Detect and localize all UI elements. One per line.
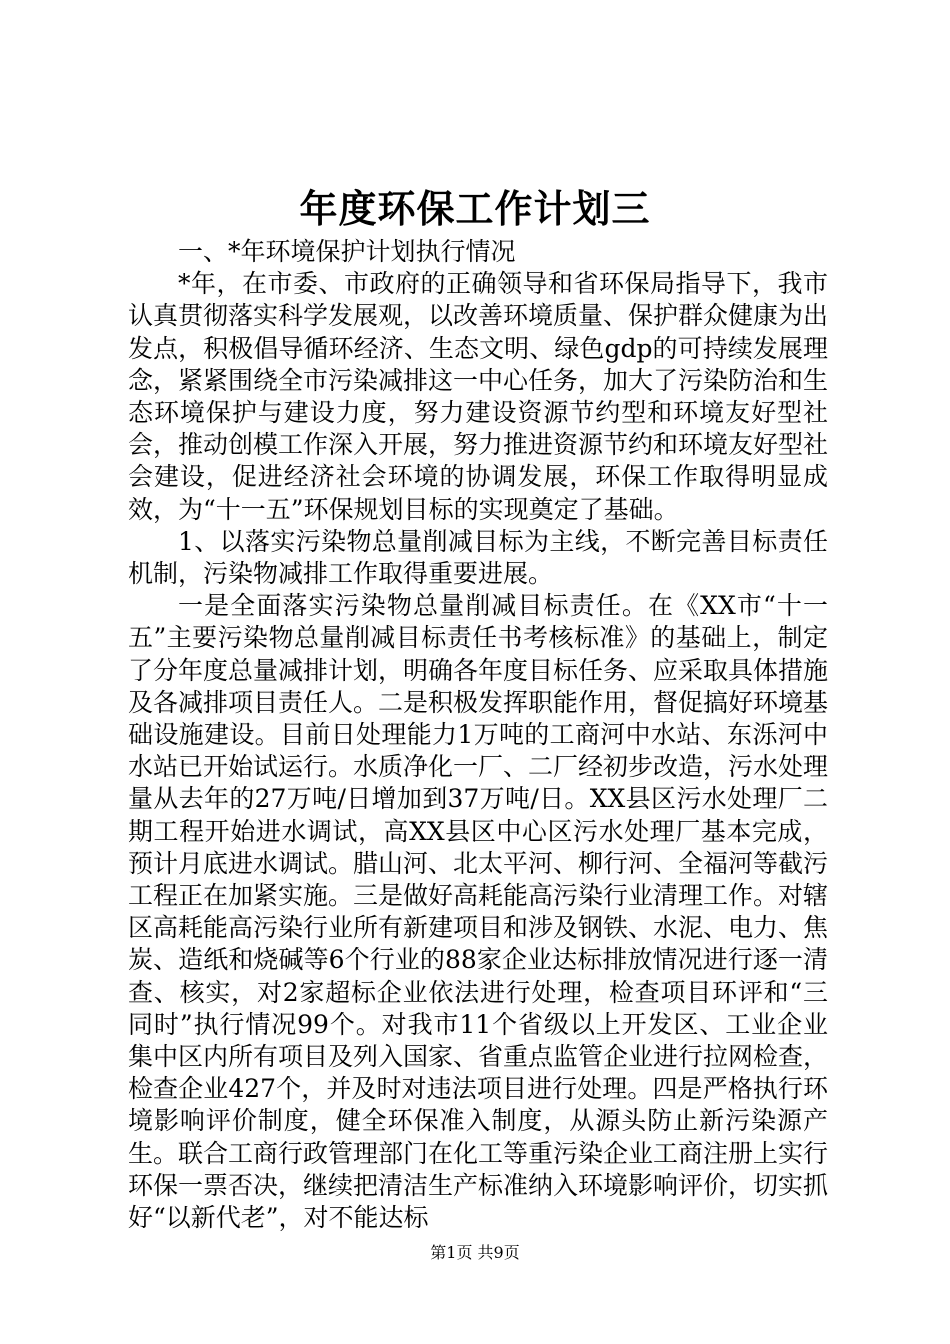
paragraph-subheading: 1、以落实污染物总量削减目标为主线，不断完善目标责任机制，污染物减排工作取得重要进展。 xyxy=(128,526,828,589)
paragraph-intro: *年，在市委、市政府的正确领导和省环保局指导下，我市认真贯彻落实科学发展观，以改善环境质量、保护群众健康为出发点，积极倡导循环经济、生态文明、绿色gdp的可持续发展理念，紧紧围绕全市污染减排这一中心任务，加大了污染防治和生态环境保护与建设力度，努力建设资源节约型和环境友好型社会，推动创模工作深入开展，努力推进资源节约和环境友好型社会建设，促进经济社会环境的协调发展，环保工作取得明显成效，为“十一五”环保规划目标的实现奠定了基础。 xyxy=(128,269,829,524)
document-body xyxy=(128,236,828,1234)
document-title: 年度环保工作计划三 xyxy=(299,186,651,231)
page-footer: 第1页 共9页 xyxy=(430,1243,520,1262)
section-heading: 一、*年环境保护计划执行情况 xyxy=(178,237,516,266)
paragraph-details: 一是全面落实污染物总量削减目标责任。在《XX市“十一五”主要污染物总量削减目标责任书考核标准》的基础上，制定了分年度总量减排计划，明确各年度目标任务、应采取具体措施及各减排项目责任人。二是积极发挥职能作用，督促搞好环境基础设施建设。目前日处理能力1万吨的工商河中水站、东泺河中水站已开始试运行。水质净化一厂、二厂经初步改造，污水处理量从去年的27万吨/日增加到37万吨/日。XX县区污水处理厂二期工程开始进水调试，高XX县区中心区污水处理厂基本完成，预计月底进水调试。腊山河、北太平河、柳行河、全福河等截污工程正在加紧实施。三是做好高耗能高污染行业清理工作。对辖区高耗能高污染行业所有新建项目和涉及钢铁、水泥、电力、焦炭、造纸和烧碱等6个行业的88家企业达标排放情况进行逐一清查、核实，对2家超标企业依法进行处理，检查项目环评和“三同时”执行情况99个。对我市11个省级以上开发区、工业企业集中区内所有项目及列入国家、省重点监管企业进行拉网检查，检查企业427个，并及时对违法项目进行处理。四是严格执行环境影响评价制度，健全环保准入制度，从源头防止新污染源产生。联合工商行政管理部门在化工等重污染企业工商注册上实行环保一票否决，继续把清洁生产标准纳入环境影响评价，切实抓好“以新代老”，对不能达标 xyxy=(128,591,829,1233)
